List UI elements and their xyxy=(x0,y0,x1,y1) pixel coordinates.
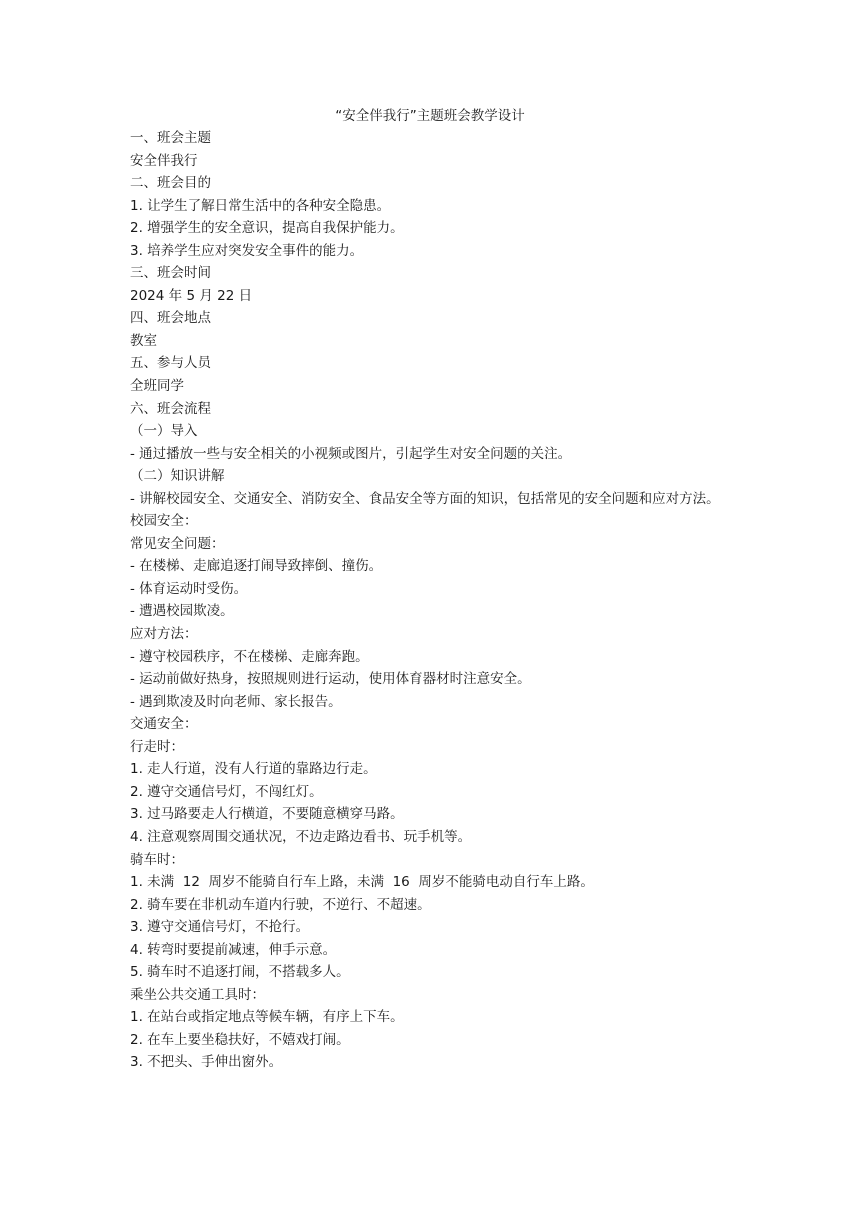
meeting-location: 教室 xyxy=(130,332,157,349)
topic-heading-campus: 校园安全： xyxy=(130,513,198,530)
meeting-date: 2024 年 5 月 22 日 xyxy=(130,287,253,304)
purpose-item: 2. 增强学生的安全意识，提高自我保护能力。 xyxy=(130,220,404,237)
list-item: 5. 骑车时不追逐打闹，不搭载多人。 xyxy=(130,964,350,981)
theme-text: 安全伴我行 xyxy=(130,152,198,169)
list-item: 1. 在站台或指定地点等候车辆，有序上下车。 xyxy=(130,1009,404,1026)
list-item: - 遇到欺凌及时向老师、家长报告。 xyxy=(130,693,342,710)
list-item: 2. 在车上要坐稳扶好，不嬉戏打闹。 xyxy=(130,1031,350,1048)
subtopic-heading: 乘坐公共交通工具时： xyxy=(130,986,265,1003)
section-heading-purpose: 二、班会目的 xyxy=(130,175,211,192)
document-title: “安全伴我行”主题班会教学设计 xyxy=(335,108,525,124)
purpose-item: 3. 培养学生应对突发安全事件的能力。 xyxy=(130,242,364,259)
section-heading-participants: 五、参与人员 xyxy=(130,355,211,372)
list-item: - 运动前做好热身，按照规则进行运动，使用体育器材时注意安全。 xyxy=(130,671,531,688)
purpose-item: 1. 让学生了解日常生活中的各种安全隐患。 xyxy=(130,197,391,214)
list-item: - 体育运动时受伤。 xyxy=(130,580,248,597)
subtopic-heading: 骑车时： xyxy=(130,851,184,868)
intro-item: - 通过播放一些与安全相关的小视频或图片，引起学生对安全问题的关注。 xyxy=(130,445,572,462)
list-item: 2. 骑车要在非机动车道内行驶，不逆行、不超速。 xyxy=(130,896,431,913)
list-item: 3. 过马路要走人行横道，不要随意横穿马路。 xyxy=(130,806,404,823)
subtopic-heading: 应对方法： xyxy=(130,626,198,643)
list-item: - 在楼梯、走廊追逐打闹导致摔倒、撞伤。 xyxy=(130,558,383,575)
topic-heading-traffic: 交通安全： xyxy=(130,716,198,733)
subsection-intro: （一）导入 xyxy=(130,423,198,440)
subtopic-heading: 常见安全问题： xyxy=(130,535,225,552)
subsection-knowledge: （二）知识讲解 xyxy=(130,468,225,485)
section-heading-location: 四、班会地点 xyxy=(130,310,211,327)
section-heading-theme: 一、班会主题 xyxy=(130,130,211,146)
list-item: 2. 遵守交通信号灯，不闯红灯。 xyxy=(130,783,323,800)
list-item: 4. 注意观察周围交通状况，不边走路边看书、玩手机等。 xyxy=(130,828,472,845)
list-item: 1. 未满 12 周岁不能骑自行车上路，未满 16 周岁不能骑电动自行车上路。 xyxy=(130,874,594,891)
list-item: 3. 遵守交通信号灯，不抢行。 xyxy=(130,919,310,936)
participants-text: 全班同学 xyxy=(130,378,184,395)
knowledge-item: - 讲解校园安全、交通安全、消防安全、食品安全等方面的知识，包括常见的安全问题和应对方法。 xyxy=(130,490,720,507)
list-item: 1. 走人行道，没有人行道的靠路边行走。 xyxy=(130,761,377,778)
section-heading-time: 三、班会时间 xyxy=(130,265,211,282)
document-body xyxy=(130,127,735,1074)
subtopic-heading: 行走时： xyxy=(130,738,184,755)
section-heading-process: 六、班会流程 xyxy=(130,400,211,417)
list-item: - 遵守校园秩序，不在楼梯、走廊奔跑。 xyxy=(130,648,369,665)
list-item: - 遭遇校园欺凌。 xyxy=(130,603,234,620)
list-item: 4. 转弯时要提前减速，伸手示意。 xyxy=(130,941,337,958)
list-item: 3. 不把头、手伸出窗外。 xyxy=(130,1054,283,1071)
